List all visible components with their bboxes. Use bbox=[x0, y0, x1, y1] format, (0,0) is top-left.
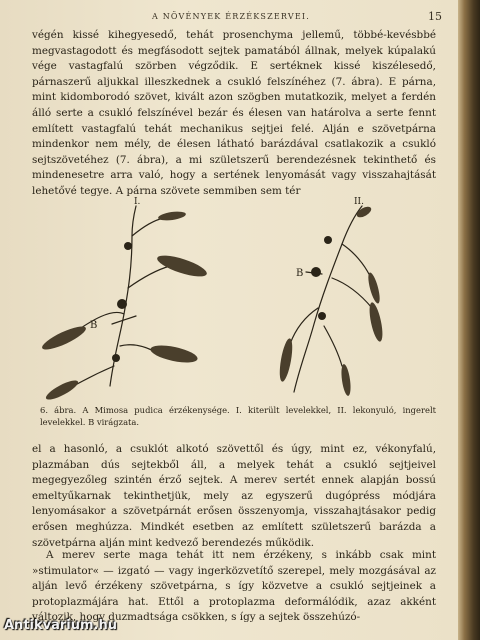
branch-II-2 bbox=[332, 278, 372, 308]
branch-I-5 bbox=[132, 218, 164, 236]
mimosa-drawing bbox=[32, 196, 436, 402]
page-header bbox=[0, 10, 458, 26]
leaflets-II bbox=[277, 205, 385, 397]
label-B-I: B bbox=[90, 320, 98, 331]
flower-heads-I bbox=[112, 242, 132, 362]
book-spine bbox=[458, 0, 480, 640]
label-B-II: B bbox=[296, 268, 304, 279]
paragraph-3: A merev serte maga tehát itt nem érzékeny, s inkább csak mint »stimulator« — izgató — vagy ingerközvetítő szerepel, mely mozgásával az alján levő érzékeny szövetpárna, s így közvetve a csukló sejtjeinek a protoplazmájára hat. Ettől a protoplazma deformálódik, azaz akként változik, hogy duzmadtsága csökken, s így a sejtek összehúzó- bbox=[32, 549, 436, 624]
page-number: 15 bbox=[428, 10, 442, 23]
branch-II-3 bbox=[324, 326, 342, 366]
watermark: Antikvarium.hu bbox=[4, 618, 117, 633]
branch-II-4 bbox=[342, 244, 370, 276]
mimosa-illustration bbox=[32, 196, 436, 402]
figure-caption: 6. ábra. A Mimosa pudica érzékenysége. I. kiterült levelekkel, II. lekonyuló, ingerelt levelekkel. B virágzata. bbox=[40, 405, 436, 427]
running-title: A NÖVÉNYEK ÉRZÉKSZERVEI. bbox=[152, 12, 310, 21]
figure-label-I: I. bbox=[134, 197, 141, 207]
branch-I-2 bbox=[128, 266, 170, 288]
paragraph-1: végén kissé kihegyesedő, tehát prosenchyma jellemű, többé-kevésbbé megvastagodott és megfásodott sejtek pamatából állnak, melyek kúpalakú vége vastagfalú szörben végződik. E sertéknek kissé kiszélesedő, párnaszerű aljukkal illeszkednek a csukló felszínéhez (7. ábra). E párna, mint kidomborodó szövet, kivált azon szögben mutatkozik, melyet a ferdén álló serte a csukló felszínével bezár és élesen van határolva a serte fennt említett vastagfalú tehát mechanikus sejtjei felé. Alján e szövetpárna mindenkor nem mély, de élesen látható barázdával csatlakozik a csukló sejtszövetéhez (7. ábra), a mi születszerű berendezésnek tekinthető és mindenesetre arra való, hogy a sertének lenyomását vagy visszahajtását lehetővé tegye. A párna szövete semmiben sem tér bbox=[32, 29, 436, 197]
figure-label-II: II. bbox=[354, 197, 364, 207]
paragraph-2: el a hasonló, a csuklót alkotó szövettől és úgy, mint ez, vékonyfalú, plazmában dús sejtekből áll, a melyek tehát a csukló sejtjeivel megegyezőleg szintén érző sejtek. A merev sertét ennek alapján bossú emeltyűkarnak tekinthetjük, mely az egyszerű dugópréss módjára lenyomásakor a szövetpárnát erősen összenyomja, visszahajtásakor pedig erősen meghúzza. Mindkét esetben az említett születszerű barázda a szövetpárna alján mint kedvező berendezés működik. bbox=[32, 443, 436, 549]
stem-II bbox=[294, 206, 362, 392]
